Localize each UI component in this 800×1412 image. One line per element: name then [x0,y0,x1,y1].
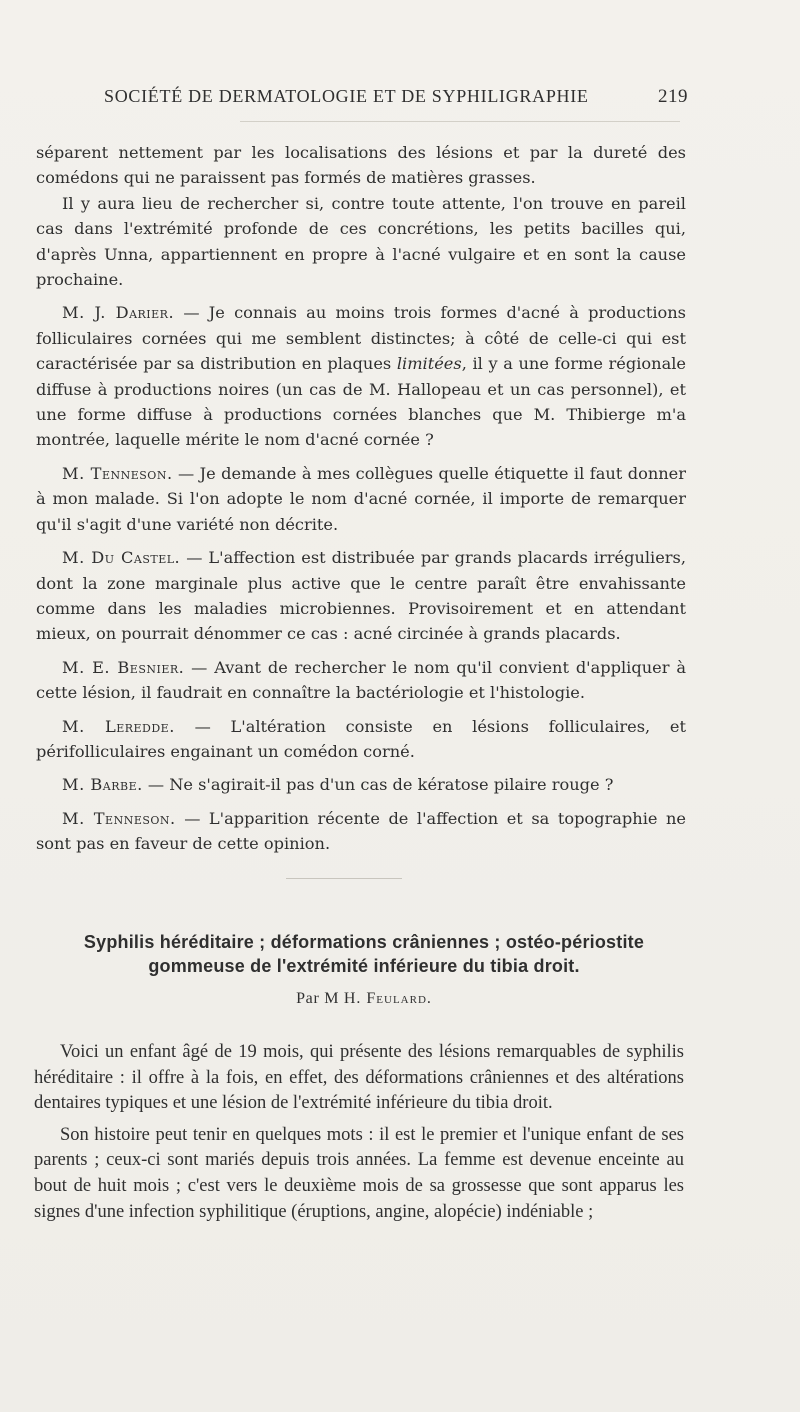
paragraph [36,714,686,765]
paragraph: Voici un enfant âgé de 19 mois, qui présente des lésions remarquables de syphilis héréditaire : il offre à la fois, en effet, des déformations crâniennes et des altérations dentaires typiques et une lésion de l'extrémité inférieure du tibia droit. [34,1042,684,1114]
page-number: 219 [658,86,688,107]
byline-prefix: Par M [296,990,344,1007]
speaker-name: M. Du Castel. [62,548,181,568]
paragraph [36,655,686,706]
section-separator [286,878,402,879]
paragraph: séparent nettement par les localisations des lésions et par la dureté des comédons qui ne paraissent pas formés de matières grasses. [36,143,686,188]
paragraph: Son histoire peut tenir en quelques mots : il est le premier et l'unique enfant de ses parents ; ceux-ci sont mariés depuis trois années. La femme est devenue enceinte au bout de huit mois ; c'est vers le deuxième mois de sa grossesse que sont apparus les signes d'une infection syphilitique (éruptions, angine, alopécie) indéniable ; [34,1124,684,1222]
running-header [104,86,688,110]
article-byline [34,990,694,1008]
article-title [34,930,694,978]
article-title-line: gommeuse de l'extrémité inférieure du tibia droit. [148,956,580,976]
speech-text: — L'apparition récente de l'affection et sa topographie ne sont pas en faveur de cette opinion. [36,808,687,854]
speech-text: — Je connais au moins trois formes d'acné à productions folliculaires cornées qui me semblent distinctes; à côté de celle-ci qui est caractérisée par sa distribution en plaques [36,303,686,374]
paragraph [36,300,686,452]
paragraph [36,461,686,537]
speaker-name: M. J. Darier. [62,303,175,323]
speaker-name: M. Leredde. [62,716,175,736]
speech-text: , il y a une forme régionale diffuse à productions noires (un cas de M. Hallopeau et un cas personnel), et une forme diffuse à productions cornées blanches que M. Thibierge m'a montrée, laquelle mérite le nom d'acné cornée ? [36,354,686,450]
speech-text: — Ne s'agirait-il pas d'un cas de kératose pilaire rouge ? [142,775,614,795]
paragraph [36,772,686,797]
speech-text: — Avant de rechercher le nom qu'il convient d'appliquer à cette lésion, il faudrait en connaître la bactériologie et l'histologie. [36,657,686,703]
paragraph [36,806,686,857]
running-title: SOCIÉTÉ DE DERMATOLOGIE ET DE SYPHILIGRAPHIE [104,86,589,106]
speaker-name: M. E. Besnier. [62,657,185,677]
speech-text: — L'altération consiste en lésions folliculaires, et périfolliculaires engainant un comédon corné. [36,716,686,761]
speaker-name: M. Tenneson. [62,808,176,828]
byline-author: H. Feulard. [343,990,432,1007]
speech-text: — Je demande à mes collègues quelle étiquette il faut donner à mon malade. Si l'on adopte le nom d'acné cornée, il importe de remarquer qu'il s'agit d'une variété non décrite. [36,463,687,534]
paragraph [36,545,686,647]
italic-term: limitées [396,354,462,374]
speaker-name: M. Tenneson. [62,463,173,483]
discussion-text [36,140,686,865]
speech-text: — L'affection est distribuée par grands placards irréguliers, dont la zone marginale plus active que le centre paraît être envahissante comme dans les maladies microbiennes. Provisoirement et en attendant mieux, on pourrait dénommer ce cas : acné circinée à grands placards. [36,548,686,644]
article-title-line: Syphilis héréditaire ; déformations crâniennes ; ostéo-périostite [83,932,645,952]
header-rule [240,121,680,122]
paragraph: Il y aura lieu de rechercher si, contre toute attente, l'on trouve en pareil cas dans l'extrémité profonde de ces concrétions, les petits bacilles qui, d'après Unna, appartiennent en propre à l'acné vulgaire et en sont la cause prochaine. [36,193,686,290]
article-body [34,1040,684,1231]
speaker-name: M. Barbe. [62,775,143,795]
